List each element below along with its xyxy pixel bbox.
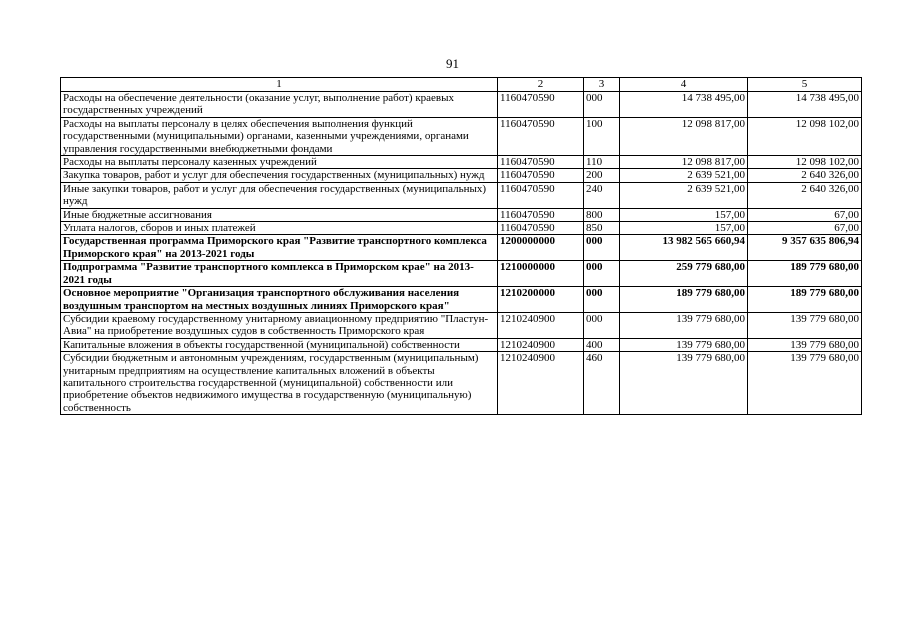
row-value-2: 12 098 102,00: [748, 156, 862, 169]
table-row: [61, 156, 862, 169]
row-name: Уплата налогов, сборов и иных платежей: [61, 222, 498, 235]
row-name: Иные бюджетные ассигнования: [61, 208, 498, 221]
row-value-2: 139 779 680,00: [748, 312, 862, 338]
row-value-1: 189 779 680,00: [620, 287, 748, 313]
page-number: 91: [446, 56, 459, 71]
row-name: Расходы на выплаты персоналу казенных учреждений: [61, 156, 498, 169]
table-row: [61, 208, 862, 221]
row-type: 000: [584, 312, 620, 338]
column-header-value-2: 5: [748, 78, 862, 92]
row-type: 800: [584, 208, 620, 221]
row-value-2: 2 640 326,00: [748, 182, 862, 208]
row-name: Иные закупки товаров, работ и услуг для обеспечения государственных (муниципальных) нужд: [61, 182, 498, 208]
row-value-1: 139 779 680,00: [620, 338, 748, 351]
row-value-2: 139 779 680,00: [748, 338, 862, 351]
row-name: Расходы на выплаты персоналу в целях обеспечения выполнения функций государственными (муниципальными) органами, казенными учреждениями, органами управления государственными внебюджетными фондами: [61, 117, 498, 155]
column-header-code: 2: [498, 78, 584, 92]
table-row: [61, 235, 862, 261]
row-value-2: 189 779 680,00: [748, 261, 862, 287]
row-value-1: 2 639 521,00: [620, 169, 748, 182]
table-row: [61, 338, 862, 351]
table-row: [61, 117, 862, 155]
row-type: 000: [584, 92, 620, 118]
table-row: [61, 222, 862, 235]
row-value-2: 12 098 102,00: [748, 117, 862, 155]
row-code: 1160470590: [498, 156, 584, 169]
row-value-1: 12 098 817,00: [620, 117, 748, 155]
row-type: 200: [584, 169, 620, 182]
row-type: 240: [584, 182, 620, 208]
column-header-value-1: 4: [620, 78, 748, 92]
table-row: [61, 92, 862, 118]
row-code: 1160470590: [498, 182, 584, 208]
row-name: Капитальные вложения в объекты государственной (муниципальной) собственности: [61, 338, 498, 351]
row-code: 1210240900: [498, 352, 584, 415]
row-code: 1160470590: [498, 208, 584, 221]
row-name: Государственная программа Приморского края "Развитие транспортного комплекса Приморского края" на 2013-2021 годы: [61, 235, 498, 261]
row-code: 1160470590: [498, 169, 584, 182]
row-code: 1200000000: [498, 235, 584, 261]
row-value-1: 139 779 680,00: [620, 352, 748, 415]
table-body: [61, 92, 862, 415]
row-value-1: 12 098 817,00: [620, 156, 748, 169]
row-code: 1210200000: [498, 287, 584, 313]
table-row: [61, 312, 862, 338]
row-name: Закупка товаров, работ и услуг для обеспечения государственных (муниципальных) нужд: [61, 169, 498, 182]
row-value-2: 67,00: [748, 208, 862, 221]
row-value-2: 67,00: [748, 222, 862, 235]
row-type: 460: [584, 352, 620, 415]
table-header-row: [61, 78, 862, 92]
row-value-1: 259 779 680,00: [620, 261, 748, 287]
row-name: Субсидии краевому государственному унитарному авиационному предприятию "Пластун-Авиа" на приобретение воздушных судов в собственность Приморского края: [61, 312, 498, 338]
row-type: 400: [584, 338, 620, 351]
row-value-2: 9 357 635 806,94: [748, 235, 862, 261]
row-value-2: 139 779 680,00: [748, 352, 862, 415]
row-value-1: 13 982 565 660,94: [620, 235, 748, 261]
row-value-2: 189 779 680,00: [748, 287, 862, 313]
row-type: 000: [584, 261, 620, 287]
row-name: Основное мероприятие "Организация транспортного обслуживания населения воздушным транспортом на местных воздушных линиях Приморского края": [61, 287, 498, 313]
row-code: 1210240900: [498, 338, 584, 351]
row-value-1: 2 639 521,00: [620, 182, 748, 208]
table-row: [61, 352, 862, 415]
row-code: 1160470590: [498, 222, 584, 235]
row-code: 1210000000: [498, 261, 584, 287]
row-value-2: 14 738 495,00: [748, 92, 862, 118]
row-type: 110: [584, 156, 620, 169]
row-value-1: 14 738 495,00: [620, 92, 748, 118]
table-row: [61, 287, 862, 313]
table-row: [61, 169, 862, 182]
budget-table: [60, 77, 862, 415]
row-type: 000: [584, 235, 620, 261]
row-type: 850: [584, 222, 620, 235]
row-name: Субсидии бюджетным и автономным учреждениям, государственным (муниципальным) унитарным предприятиям на осуществление капитальных вложений в объекты капитального строительства государственной (муниципальной) собственности или приобретение объектов недвижимого имущества в государственную (муниципальную) собственность: [61, 352, 498, 415]
row-name: Подпрограмма "Развитие транспортного комплекса в Приморском крае" на 2013-2021 годы: [61, 261, 498, 287]
row-code: 1160470590: [498, 92, 584, 118]
table-row: [61, 182, 862, 208]
table-row: [61, 261, 862, 287]
column-header-type: 3: [584, 78, 620, 92]
row-name: Расходы на обеспечение деятельности (оказание услуг, выполнение работ) краевых государственных учреждений: [61, 92, 498, 118]
row-type: 000: [584, 287, 620, 313]
column-header-name: 1: [61, 78, 498, 92]
row-value-1: 157,00: [620, 208, 748, 221]
row-value-1: 157,00: [620, 222, 748, 235]
row-value-1: 139 779 680,00: [620, 312, 748, 338]
row-type: 100: [584, 117, 620, 155]
row-code: 1210240900: [498, 312, 584, 338]
row-value-2: 2 640 326,00: [748, 169, 862, 182]
row-code: 1160470590: [498, 117, 584, 155]
